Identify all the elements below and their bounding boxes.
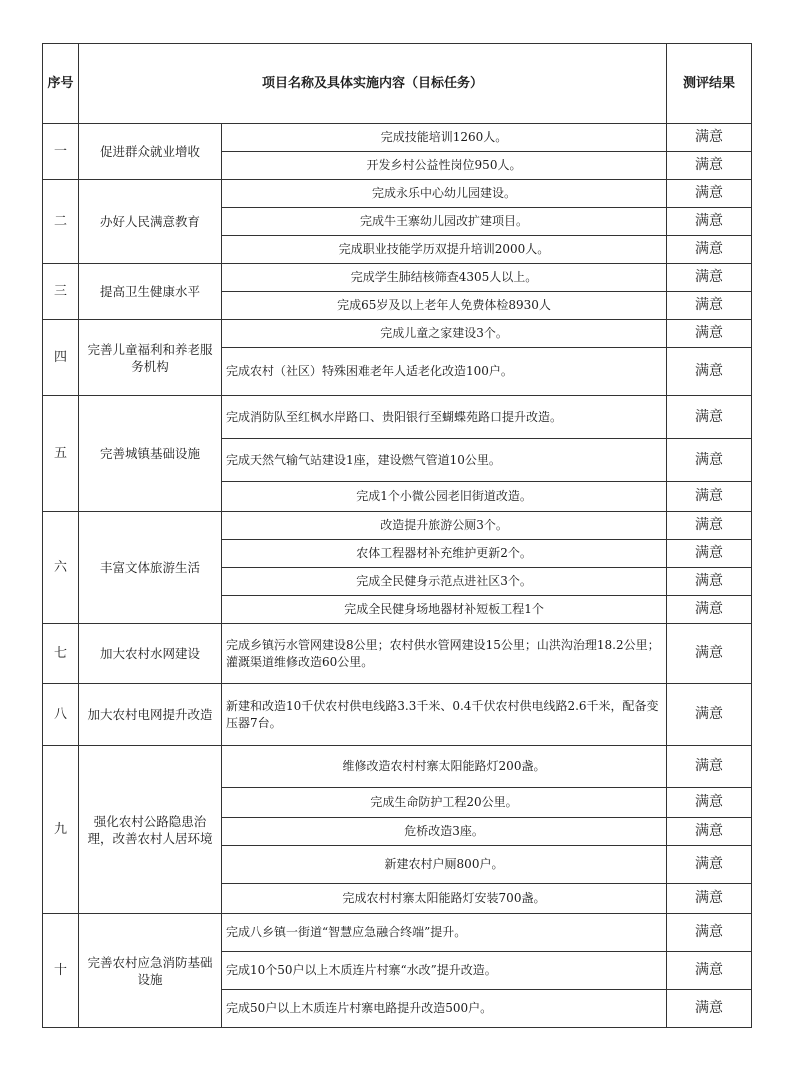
table-row	[43, 180, 752, 208]
task-result: 满意	[667, 568, 752, 596]
table-row	[43, 624, 752, 684]
task-result: 满意	[667, 990, 752, 1028]
task-text: 完成1个小微公园老旧街道改造。	[222, 482, 667, 512]
task-result: 满意	[667, 952, 752, 990]
group-category: 完善城镇基础设施	[79, 396, 222, 512]
task-text: 完成10个50户以上木质连片村寨“水改”提升改造。	[222, 952, 667, 990]
group-category: 促进群众就业增收	[79, 124, 222, 180]
task-result: 满意	[667, 684, 752, 746]
evaluation-table	[42, 43, 752, 1028]
task-result: 满意	[667, 124, 752, 152]
task-text: 完成八乡镇一街道“智慧应急融合终端”提升。	[222, 914, 667, 952]
task-text: 完成消防队至红枫水岸路口、贵阳银行至蝴蝶苑路口提升改造。	[222, 396, 667, 439]
task-text: 完成65岁及以上老年人免费体检8930人	[222, 292, 667, 320]
group-category: 加大农村电网提升改造	[79, 684, 222, 746]
table-row	[43, 124, 752, 152]
task-result: 满意	[667, 540, 752, 568]
task-text: 维修改造农村村寨太阳能路灯200盏。	[222, 746, 667, 788]
group-number: 五	[43, 396, 79, 512]
table-row	[43, 396, 752, 439]
task-result: 满意	[667, 236, 752, 264]
task-text: 农体工程器材补充维护更新2个。	[222, 540, 667, 568]
task-result: 满意	[667, 914, 752, 952]
task-result: 满意	[667, 180, 752, 208]
task-text: 开发乡村公益性岗位950人。	[222, 152, 667, 180]
task-text: 完成永乐中心幼儿园建设。	[222, 180, 667, 208]
task-result: 满意	[667, 884, 752, 914]
group-category: 完善儿童福利和养老服务机构	[79, 320, 222, 396]
table-row	[43, 746, 752, 788]
header-result: 测评结果	[667, 44, 752, 124]
group-number: 九	[43, 746, 79, 914]
task-text: 改造提升旅游公厕3个。	[222, 512, 667, 540]
task-result: 满意	[667, 818, 752, 846]
group-number: 八	[43, 684, 79, 746]
task-text: 完成乡镇污水管网建设8公里；农村供水管网建设15公里；山洪沟治理18.2公里；灌溉渠道维修改造60公里。	[222, 624, 667, 684]
task-text: 完成职业技能学历双提升培训2000人。	[222, 236, 667, 264]
group-number: 十	[43, 914, 79, 1028]
task-result: 满意	[667, 320, 752, 348]
task-text: 新建和改造10千伏农村供电线路3.3千米、0.4千伏农村供电线路2.6千米，配备变压器7台。	[222, 684, 667, 746]
group-number: 七	[43, 624, 79, 684]
task-result: 满意	[667, 292, 752, 320]
task-result: 满意	[667, 439, 752, 482]
task-text: 完成生命防护工程20公里。	[222, 788, 667, 818]
group-number: 三	[43, 264, 79, 320]
group-number: 二	[43, 180, 79, 264]
task-text: 完成农村（社区）特殊困难老年人适老化改造100户。	[222, 348, 667, 396]
group-category: 提高卫生健康水平	[79, 264, 222, 320]
task-result: 满意	[667, 396, 752, 439]
header-no: 序号	[43, 44, 79, 124]
task-text: 新建农村户厕800户。	[222, 846, 667, 884]
task-text: 完成全民健身示范点进社区3个。	[222, 568, 667, 596]
table-row	[43, 914, 752, 952]
group-category: 加大农村水网建设	[79, 624, 222, 684]
task-result: 满意	[667, 348, 752, 396]
table-row	[43, 264, 752, 292]
group-category: 完善农村应急消防基础设施	[79, 914, 222, 1028]
task-text: 完成技能培训1260人。	[222, 124, 667, 152]
task-result: 满意	[667, 624, 752, 684]
group-number: 四	[43, 320, 79, 396]
task-result: 满意	[667, 152, 752, 180]
task-result: 满意	[667, 482, 752, 512]
task-text: 完成天然气输气站建设1座，建设燃气管道10公里。	[222, 439, 667, 482]
task-text: 完成50户以上木质连片村寨电路提升改造500户。	[222, 990, 667, 1028]
task-result: 满意	[667, 596, 752, 624]
table-row	[43, 684, 752, 746]
task-text: 危桥改造3座。	[222, 818, 667, 846]
task-text: 完成农村村寨太阳能路灯安装700盏。	[222, 884, 667, 914]
task-result: 满意	[667, 746, 752, 788]
task-result: 满意	[667, 846, 752, 884]
task-result: 满意	[667, 264, 752, 292]
header-row	[43, 44, 752, 124]
group-category: 强化农村公路隐患治理，改善农村人居环境	[79, 746, 222, 914]
task-result: 满意	[667, 788, 752, 818]
task-result: 满意	[667, 512, 752, 540]
task-result: 满意	[667, 208, 752, 236]
task-text: 完成牛王寨幼儿园改扩建项目。	[222, 208, 667, 236]
header-content: 项目名称及具体实施内容（目标任务）	[79, 44, 667, 124]
task-text: 完成全民健身场地器材补短板工程1个	[222, 596, 667, 624]
table-row	[43, 320, 752, 348]
group-number: 一	[43, 124, 79, 180]
table-row	[43, 512, 752, 540]
group-category: 丰富文体旅游生活	[79, 512, 222, 624]
task-text: 完成学生肺结核筛查4305人以上。	[222, 264, 667, 292]
task-text: 完成儿童之家建设3个。	[222, 320, 667, 348]
group-category: 办好人民满意教育	[79, 180, 222, 264]
group-number: 六	[43, 512, 79, 624]
